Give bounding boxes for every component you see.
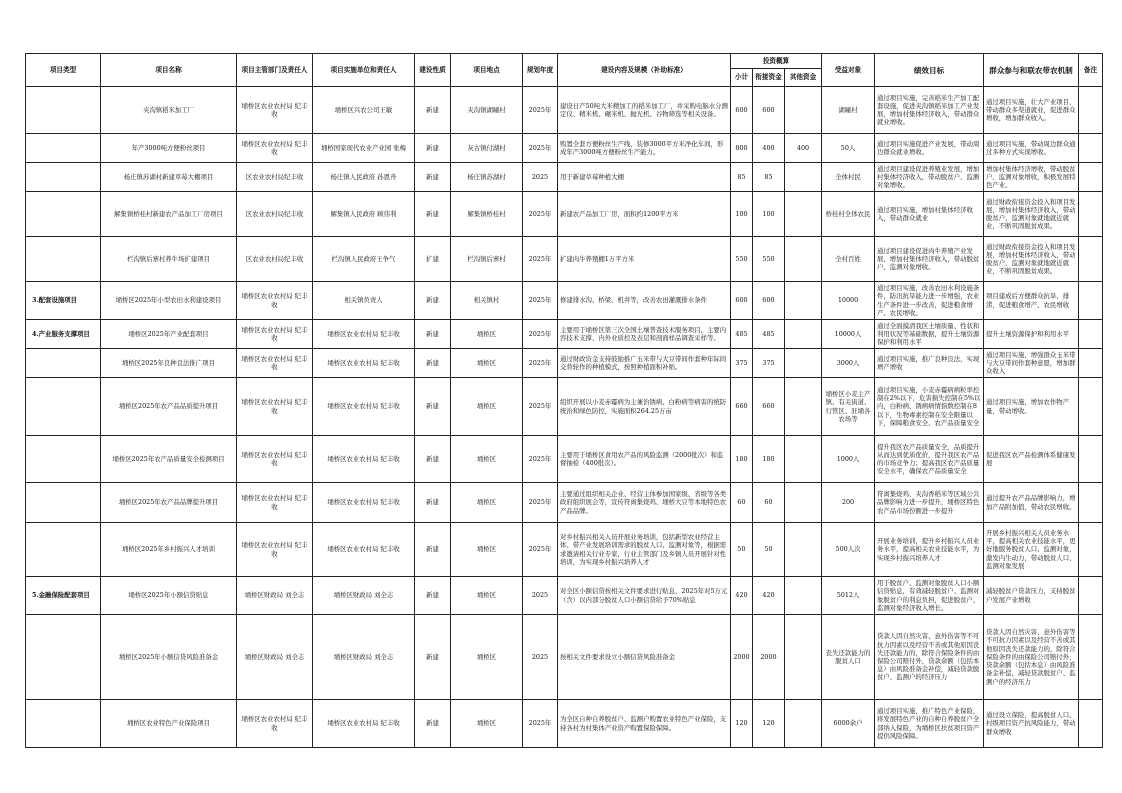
cell-impl: 埇桥区兴农公司王敏 xyxy=(313,87,415,134)
cell-goal: 开展业务培训，提升乡村振兴人员业务水平，提高相关农业技能水平，为实现乡村振兴培养人才 xyxy=(875,523,984,577)
cell-nature: 新建 xyxy=(415,320,451,349)
cell-other xyxy=(785,320,822,349)
cell-type xyxy=(26,134,101,163)
cell-impl: 埇桥区农业农村局 纪丰收 xyxy=(313,436,415,483)
cell-nature: 新建 xyxy=(415,577,451,615)
cell-impl: 栏沟镇人民政府王争气 xyxy=(313,237,415,282)
cell-type xyxy=(26,237,101,282)
cell-content: 用于新建草莓种植大棚 xyxy=(558,163,731,192)
cell-impl: 埇桥区农业农村局 纪丰收 xyxy=(313,523,415,577)
cell-other xyxy=(785,282,822,320)
cell-location: 夹沟镇湖曈村 xyxy=(451,87,523,134)
cell-nature: 新建 xyxy=(415,523,451,577)
table-row xyxy=(26,700,1103,748)
cell-type xyxy=(26,349,101,378)
cell-goal: 提升我区农产品质量安全，品质提升从而达到优质优价，提升我区农产品的市场竞争力；提高我区农产品质量安全水平，确保农产品质量安全 xyxy=(875,436,984,483)
cell-target: 10000人 xyxy=(822,320,875,349)
cell-fund: 120 xyxy=(753,700,785,748)
cell-mech: 通过项目实施，壮大产业项目，带动群众多渠道就业，促进群众增收，增加群众收入。 xyxy=(984,87,1079,134)
table-row xyxy=(26,349,1103,378)
cell-impl: 相关镇负责人 xyxy=(313,282,415,320)
cell-fund: 550 xyxy=(753,237,785,282)
cell-goal: 通过项目实施促进产业发展，带动周边群众就业增收。 xyxy=(875,134,984,163)
cell-impl: 埇桥区农业农村局 纪丰收 xyxy=(313,700,415,748)
cell-note xyxy=(1079,615,1103,700)
cell-content: 扩建肉牛养殖棚1万平方米 xyxy=(558,237,731,282)
header-nature: 建设性质 xyxy=(415,54,451,87)
cell-nature: 新建 xyxy=(415,163,451,192)
cell-subtotal: 60 xyxy=(731,483,753,523)
cell-mech: 通过项目实施，增强群众玉米带与大豆带间作套种意愿，增加群众收入 xyxy=(984,349,1079,378)
cell-nature: 新建 xyxy=(415,282,451,320)
cell-location: 埇桥区 xyxy=(451,700,523,748)
cell-dept: 埇桥区财政局 刘全志 xyxy=(237,615,313,700)
cell-mech: 项目建成后方便群众抗旱、排涝，促进粮食增产、农民增收 xyxy=(984,282,1079,320)
cell-fund: 400 xyxy=(753,134,785,163)
cell-note xyxy=(1079,436,1103,483)
cell-goal: 通过项目建设促进养殖业发展，增加村集体经济收入，带动脱贫户、监测对象增收。 xyxy=(875,163,984,192)
cell-target: 桥桂村全体农民 xyxy=(822,192,875,237)
cell-other xyxy=(785,700,822,748)
cell-content: 主要用于埇桥区食用农产品的风险监测（2000批次）和监督抽检（400批次）。 xyxy=(558,436,731,483)
cell-year: 2025年 xyxy=(523,134,558,163)
header-invest: 投资概算 xyxy=(731,54,822,69)
cell-subtotal: 420 xyxy=(731,577,753,615)
cell-subtotal: 50 xyxy=(731,523,753,577)
cell-content: 对乡村振兴相关人员开展业务培训，包括新型农业经营主体、带产业发展培训需求的脱贫人口、监测对象等，根据需求邀请相关行业专家，行业主管部门及乡镇人员开展针对性培训，为实现乡村振兴培养人才 xyxy=(558,523,731,577)
cell-name: 夹沟镇稻米加工厂 xyxy=(101,87,237,134)
cell-dept: 埇桥区农业农村局 纪丰收 xyxy=(237,134,313,163)
table-row xyxy=(26,192,1103,237)
cell-content: 对全区小额信贷按相关文件要求进行贴息，2025年对5万元（含）以内部分脱贫人口小额信贷给予70%贴息 xyxy=(558,577,731,615)
cell-nature: 新建 xyxy=(415,87,451,134)
cell-name: 埇桥区2025年农产品质量安全检测项目 xyxy=(101,436,237,483)
cell-fund: 60 xyxy=(753,483,785,523)
cell-year: 2025年 xyxy=(523,237,558,282)
cell-nature: 新建 xyxy=(415,192,451,237)
cell-target: 10000 xyxy=(822,282,875,320)
cell-subtotal: 180 xyxy=(731,436,753,483)
cell-nature: 新建 xyxy=(415,436,451,483)
cell-fund: 660 xyxy=(753,378,785,436)
cell-dept: 埇桥区农业农村局 纪丰收 xyxy=(237,523,313,577)
cell-note xyxy=(1079,523,1103,577)
cell-dept: 区农业农村局纪丰收 xyxy=(237,163,313,192)
cell-other xyxy=(785,378,822,436)
cell-location: 埇桥区 xyxy=(451,523,523,577)
header-year: 规划年度 xyxy=(523,54,558,87)
cell-content: 主要用于埇桥区第三次全国土壤普查技术服务项目，主要内容技术支撑、内外业质控及表层和剖面样品调查采样等。 xyxy=(558,320,731,349)
header-fund: 衔接资金 xyxy=(753,69,785,87)
header-impl: 项目实施单位和责任人 xyxy=(313,54,415,87)
cell-fund: 180 xyxy=(753,436,785,483)
cell-name: 埇桥区2025年小额信贷风险准备金 xyxy=(101,615,237,700)
cell-mech: 提升土壤资源保护和利用水平 xyxy=(984,320,1079,349)
cell-nature: 新建 xyxy=(415,615,451,700)
cell-impl: 埇桥区农业农村局 纪丰收 xyxy=(313,349,415,378)
header-subtotal: 小计 xyxy=(731,69,753,87)
cell-dept: 埇桥区农业农村局 纪丰收 xyxy=(237,378,313,436)
cell-year: 2025年 xyxy=(523,192,558,237)
cell-other xyxy=(785,349,822,378)
cell-content: 按相关文件要求设立小额信贷风险准备金 xyxy=(558,615,731,700)
cell-mech: 增加村集体经济增收，带动脱贫户、监测对象增收，积极发展特色产业。 xyxy=(984,163,1079,192)
cell-fund: 85 xyxy=(753,163,785,192)
cell-fund: 485 xyxy=(753,320,785,349)
cell-type: 3.配套设施项目 xyxy=(26,282,101,320)
cell-target: 500人次 xyxy=(822,523,875,577)
cell-dept: 埇桥区农业农村局 纪丰收 xyxy=(237,87,313,134)
cell-name: 埇桥区2025年农产品品质提升项目 xyxy=(101,378,237,436)
cell-impl: 埇桥区农业农村局 纪丰收 xyxy=(313,320,415,349)
cell-other xyxy=(785,615,822,700)
cell-fund: 420 xyxy=(753,577,785,615)
cell-nature: 新建 xyxy=(415,349,451,378)
cell-impl: 埇桥区农业农村局 纪丰收 xyxy=(313,378,415,436)
cell-impl: 解集镇人民政府 顾伟利 xyxy=(313,192,415,237)
cell-target: 埇桥区小麦主产镇、有关街道、行管区、驻埇各农场等 xyxy=(822,378,875,436)
cell-location: 埇桥区 xyxy=(451,349,523,378)
table-row xyxy=(26,163,1103,192)
cell-target: 200 xyxy=(822,483,875,523)
cell-dept: 埇桥区农业农村局 纪丰收 xyxy=(237,282,313,320)
cell-target: 全体村民 xyxy=(822,163,875,192)
table-row xyxy=(26,282,1103,320)
cell-name: 解集镇桥桂村新建农产品加工厂房项目 xyxy=(101,192,237,237)
cell-mech: 通过项目实施，带动周边群众通过多种方式实现增收。 xyxy=(984,134,1079,163)
header-content: 建设内容及规模（补助标准） xyxy=(558,54,731,87)
cell-other xyxy=(785,163,822,192)
cell-fund: 2000 xyxy=(753,615,785,700)
cell-year: 2025年 xyxy=(523,523,558,577)
table-row xyxy=(26,87,1103,134)
cell-goal: 通过项目实施，推广良种良法，实现增产增收 xyxy=(875,349,984,378)
cell-content: 新建农产品加工厂房，面积约1200平方米 xyxy=(558,192,731,237)
cell-mech: 通过提升农产品品牌影响力，增加产品附加值，带动农民增收。 xyxy=(984,483,1079,523)
header-note: 备注 xyxy=(1079,54,1103,87)
cell-other xyxy=(785,523,822,577)
cell-note xyxy=(1079,378,1103,436)
cell-nature: 新建 xyxy=(415,134,451,163)
cell-note xyxy=(1079,192,1103,237)
cell-year: 2025年 xyxy=(523,700,558,748)
cell-impl: 埇桥国家现代农业产业园 张梅 xyxy=(313,134,415,163)
cell-content: 组织开展以小麦赤霉病为主兼治锈病、白粉病等病害的统防统治和绿色防控，实施面积264.25万亩 xyxy=(558,378,731,436)
cell-goal: 通过项目建设促进肉牛养殖产业发展，增加村集体经济收入，带动脱贫户、监测对象增收。 xyxy=(875,237,984,282)
cell-goal: 通过项目实施，推广特色产业保险，将发展特色产业的自种自养脱贫户全部纳入保险，为埇桥区扶贫项目资产提供风险保障。 xyxy=(875,700,984,748)
cell-dept: 埇桥区农业农村局 纪丰收 xyxy=(237,483,313,523)
cell-name: 栏沟镇后寨村养牛场扩建项目 xyxy=(101,237,237,282)
cell-type: 5.金融保险配套项目 xyxy=(26,577,101,615)
cell-type xyxy=(26,483,101,523)
cell-content: 主要通过组织相关企业、经营主体参加国家级、省级等各类政府组织展会等，宣传符离集烧鸡、埇桥大豆等本地特色农产品品牌。 xyxy=(558,483,731,523)
cell-content: 通过财政资金支持鼓励推广玉米带与大豆带间作套种年际间交替轮作的种植模式，按照种植面积补贴。 xyxy=(558,349,731,378)
table-row xyxy=(26,320,1103,349)
cell-note xyxy=(1079,163,1103,192)
cell-location: 埇桥区 xyxy=(451,378,523,436)
cell-location: 杨庄镇苏湖村 xyxy=(451,163,523,192)
table-row xyxy=(26,577,1103,615)
cell-year: 2025 xyxy=(523,615,558,700)
cell-subtotal: 600 xyxy=(731,282,753,320)
cell-target: 5012人 xyxy=(822,577,875,615)
cell-nature: 新建 xyxy=(415,700,451,748)
cell-year: 2025 xyxy=(523,163,558,192)
cell-goal: 用于脱贫户、监测对象脱贫人口小额信贷贴息，有效减轻脱贫户、监测对象脱贫户的利息负担，促进脱贫户、监测对象经济收入增长。 xyxy=(875,577,984,615)
cell-target: 50人 xyxy=(822,134,875,163)
cell-note xyxy=(1079,577,1103,615)
project-table xyxy=(25,53,1103,748)
cell-fund: 100 xyxy=(753,192,785,237)
cell-location: 相关镇村 xyxy=(451,282,523,320)
cell-subtotal: 375 xyxy=(731,349,753,378)
cell-content: 购置全套方便粉丝生产线，装修3000平方米净化车间，形成年产3000吨方便粉丝生产能力。 xyxy=(558,134,731,163)
cell-type xyxy=(26,87,101,134)
cell-type: 4.产业服务支撑项目 xyxy=(26,320,101,349)
cell-target: 湖曈村 xyxy=(822,87,875,134)
header-target: 受益对象 xyxy=(822,54,875,87)
cell-impl: 杨庄镇人民政府 孙恩舟 xyxy=(313,163,415,192)
cell-other xyxy=(785,577,822,615)
cell-location: 解集镇桥桂村 xyxy=(451,192,523,237)
cell-dept: 埇桥区农业农村局 纪丰收 xyxy=(237,320,313,349)
cell-other xyxy=(785,87,822,134)
cell-subtotal: 550 xyxy=(731,237,753,282)
header-type: 项目类型 xyxy=(26,54,101,87)
header-mech: 群众参与和联农带农机制 xyxy=(984,54,1079,87)
cell-mech: 贷款人因自然灾害、意外伤害等不可抗力因素以及经营不善或其他原因丧失还款能力的，除符合保险条件的由保险公司赔付外，贷款余额（包括本息）由风险准备金补偿，减轻贷款脱贫户、监测户的经济压力 xyxy=(984,615,1079,700)
header-location: 项目地点 xyxy=(451,54,523,87)
cell-target: 1000人 xyxy=(822,436,875,483)
cell-other xyxy=(785,483,822,523)
table-row xyxy=(26,378,1103,436)
cell-dept: 埇桥区农业农村局 纪丰收 xyxy=(237,700,313,748)
cell-dept: 区农业农村局纪丰收 xyxy=(237,237,313,282)
cell-goal: 贷款人因自然灾害、意外伤害等不可抗力因素以及经营不善或其他原因丧失还款能力的，除符合保险条件的由保险公司赔付外，贷款余额（包括本息）由风险准备金补偿，减轻贷款脱贫户、监测户的经济压力 xyxy=(875,615,984,700)
cell-fund: 50 xyxy=(753,523,785,577)
cell-goal: 通过项目实施，小麦赤霉病病粒率控制在2%以下，危害损失控制在5%以内，白粉病、锈病病情指数控制在8以下，生物毒素控制在安全限量以下，保障粮食安全、农产品质量安全 xyxy=(875,378,984,436)
cell-impl: 埇桥区农业农村局 纪丰收 xyxy=(313,483,415,523)
cell-year: 2025 xyxy=(523,577,558,615)
cell-mech: 通过设立保险，提高脱贫人口、村级项目资产抗风险能力，带动群众增收 xyxy=(984,700,1079,748)
cell-subtotal: 100 xyxy=(731,192,753,237)
table-row xyxy=(26,134,1103,163)
cell-other xyxy=(785,237,822,282)
cell-other xyxy=(785,192,822,237)
cell-note xyxy=(1079,483,1103,523)
cell-subtotal: 485 xyxy=(731,320,753,349)
cell-location: 灰古镇付湖村 xyxy=(451,134,523,163)
cell-note xyxy=(1079,237,1103,282)
cell-dept: 埇桥区财政局 刘全志 xyxy=(237,577,313,615)
cell-type xyxy=(26,163,101,192)
cell-content: 建设日产50吨大米精加工的稻米加工厂，并采购电脑水分测定仪、精米机、碾米机、抛光机、谷物筛选等相关设备。 xyxy=(558,87,731,134)
cell-target: 丧失还款能力的脱贫人口 xyxy=(822,615,875,700)
cell-goal: 符离集烧鸡、夹沟香稻米等区域公共品牌影响力进一步提升，埇桥区特色农产品市场份额进一步提升 xyxy=(875,483,984,523)
cell-mech: 通过项目实施，增加农作物产量，带动增收。 xyxy=(984,378,1079,436)
cell-content: 修建排水沟、桥梁、机井等，改善农田灌溉排水条件 xyxy=(558,282,731,320)
cell-type xyxy=(26,436,101,483)
cell-fund: 600 xyxy=(753,87,785,134)
cell-name: 埇桥区2025年乡村振兴人才培训 xyxy=(101,523,237,577)
cell-type xyxy=(26,523,101,577)
cell-location: 埇桥区 xyxy=(451,436,523,483)
cell-name: 杨庄镇苏湖村新建草莓大棚项目 xyxy=(101,163,237,192)
cell-goal: 通过全面摸清我区土壤质量、性状和利用状况等基础数据，提升土壤资源保护和利用水平 xyxy=(875,320,984,349)
cell-year: 2025年 xyxy=(523,378,558,436)
table-row xyxy=(26,615,1103,700)
cell-subtotal: 120 xyxy=(731,700,753,748)
cell-mech: 通过财政衔接资金投入和项目发展，增加村集体经济收入，带动脱贫户、监测对象就地就近就业，不断巩固脱贫成果。 xyxy=(984,237,1079,282)
cell-name: 埇桥区农业特色产业保险项目 xyxy=(101,700,237,748)
cell-name: 埇桥区2025年良种良法推广项目 xyxy=(101,349,237,378)
cell-fund: 600 xyxy=(753,282,785,320)
cell-type xyxy=(26,192,101,237)
header-dept: 项目主管部门及责任人 xyxy=(237,54,313,87)
cell-impl: 埇桥区财政局 刘全志 xyxy=(313,615,415,700)
cell-year: 2025年 xyxy=(523,320,558,349)
cell-mech: 通过财政衔接资金投入和项目发展，增加村集体经济收入，带动脱贫户、监测对象就地就近就业，不断巩固脱贫成果。 xyxy=(984,192,1079,237)
cell-nature: 扩建 xyxy=(415,237,451,282)
cell-location: 埇桥区 xyxy=(451,615,523,700)
cell-note xyxy=(1079,87,1103,134)
header-name: 项目名称 xyxy=(101,54,237,87)
cell-goal: 通过项目实施，完善稻米生产加工配套设施，促进夹沟镇稻米加工产业发展，增加村集体经济收入，带动群众就业增收。 xyxy=(875,87,984,134)
cell-dept: 区农业农村局纪丰收 xyxy=(237,192,313,237)
cell-goal: 通过项目实施，改善农田水利设施条件，防汛抗旱能力进一步增强，农业生产条件进一步改善，促进粮食增产、农民增收。 xyxy=(875,282,984,320)
table-row xyxy=(26,483,1103,523)
cell-subtotal: 2000 xyxy=(731,615,753,700)
cell-name: 埇桥区2025年产业配套项目 xyxy=(101,320,237,349)
cell-note xyxy=(1079,320,1103,349)
cell-year: 2025年 xyxy=(523,436,558,483)
cell-other xyxy=(785,436,822,483)
header-other: 其他资金 xyxy=(785,69,822,87)
cell-other: 400 xyxy=(785,134,822,163)
cell-target: 全村百姓 xyxy=(822,237,875,282)
cell-note xyxy=(1079,700,1103,748)
cell-mech: 开展乡村振兴相关人员业务水平，提高相关农业技能水平，更好地服务脱贫人口、监测对象，激发内生动力，带动脱贫人口、监测对象发展 xyxy=(984,523,1079,577)
cell-subtotal: 600 xyxy=(731,87,753,134)
table-row xyxy=(26,436,1103,483)
cell-type xyxy=(26,378,101,436)
cell-fund: 375 xyxy=(753,349,785,378)
cell-mech: 减轻脱贫户贷款压力，支持脱贫户发展产业增收 xyxy=(984,577,1079,615)
cell-name: 埇桥区2025年小型农田水利建设项目 xyxy=(101,282,237,320)
cell-note xyxy=(1079,134,1103,163)
header-goal: 绩效目标 xyxy=(875,54,984,87)
cell-subtotal: 85 xyxy=(731,163,753,192)
cell-year: 2025年 xyxy=(523,282,558,320)
cell-impl: 埇桥区财政局 刘全志 xyxy=(313,577,415,615)
cell-mech: 促进我区农产品检测体系健康发展 xyxy=(984,436,1079,483)
cell-note xyxy=(1079,349,1103,378)
cell-location: 埇桥区 xyxy=(451,320,523,349)
cell-content: 为全区自种自养脱贫户、监测户购置农业特色产业保险，支持各村为村集体产业资产购置保险保障。 xyxy=(558,700,731,748)
cell-location: 栏沟镇后寨村 xyxy=(451,237,523,282)
cell-dept: 埇桥区农业农村局 纪丰收 xyxy=(237,436,313,483)
cell-year: 2025年 xyxy=(523,483,558,523)
cell-target: 6000余户 xyxy=(822,700,875,748)
cell-name: 埇桥区2025年农产品品牌提升项目 xyxy=(101,483,237,523)
cell-name: 年产3000吨方便粉丝项目 xyxy=(101,134,237,163)
cell-target: 3000人 xyxy=(822,349,875,378)
cell-note xyxy=(1079,282,1103,320)
cell-location: 埇桥区 xyxy=(451,577,523,615)
cell-name: 埇桥区2025年小额信贷贴息 xyxy=(101,577,237,615)
cell-year: 2025年 xyxy=(523,87,558,134)
cell-dept: 埇桥区农业农村局 纪丰收 xyxy=(237,349,313,378)
cell-year: 2025年 xyxy=(523,349,558,378)
cell-goal: 通过项目实施，增加村集体经济收入，带动群众就业 xyxy=(875,192,984,237)
cell-location: 埇桥区 xyxy=(451,483,523,523)
cell-subtotal: 800 xyxy=(731,134,753,163)
table-row xyxy=(26,237,1103,282)
table-row xyxy=(26,523,1103,577)
cell-nature: 新建 xyxy=(415,378,451,436)
cell-nature: 新建 xyxy=(415,483,451,523)
cell-type xyxy=(26,700,101,748)
cell-subtotal: 660 xyxy=(731,378,753,436)
cell-type xyxy=(26,615,101,700)
